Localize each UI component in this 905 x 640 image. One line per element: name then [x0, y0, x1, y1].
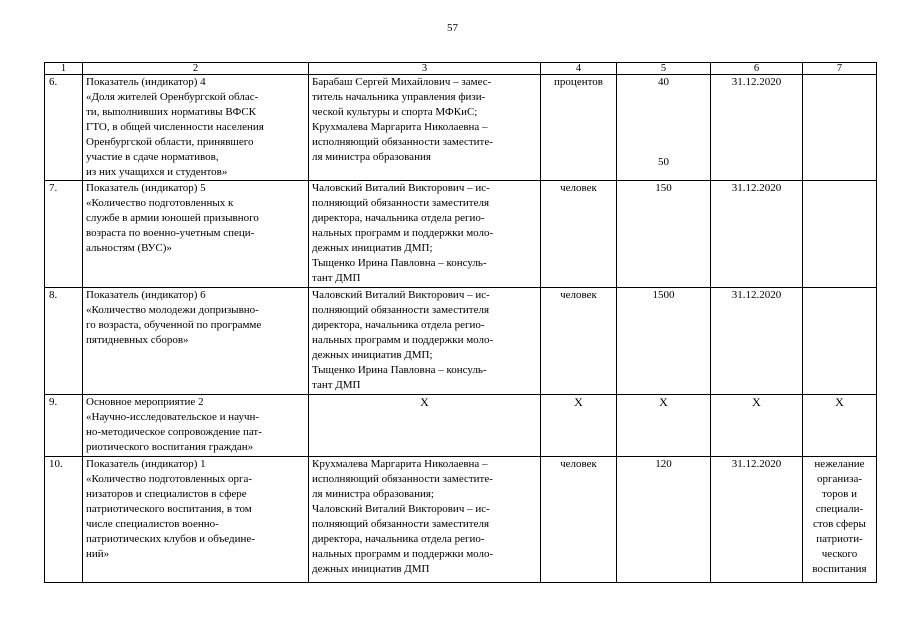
unit-cell: Х — [541, 395, 617, 457]
row-number: 7. — [45, 181, 83, 288]
unit-cell: процентов — [541, 75, 617, 181]
table-row — [45, 457, 877, 583]
reason-cell — [803, 181, 877, 288]
column-header: 7 — [803, 63, 877, 75]
unit-cell: человек — [541, 181, 617, 288]
reason-cell — [803, 75, 877, 181]
value-secondary: 50 — [658, 156, 669, 168]
indicator-name: Показатель (индикатор) 1 «Количество подготовленных орга- низаторов и специалистов в сфере патриотического воспитания, в том числе специалистов военно- патриотических клубов и объедине- ний» — [83, 457, 309, 583]
indicator-name: Показатель (индикатор) 6 «Количество молодежи допризывно- го возраста, обученной по программе пятидневных сборов» — [83, 288, 309, 395]
unit-cell: человек — [541, 288, 617, 395]
table-row — [45, 181, 877, 288]
date-cell: 31.12.2020 — [711, 181, 803, 288]
date-cell: 31.12.2020 — [711, 457, 803, 583]
value-cell: 1500 — [617, 288, 711, 395]
reason-cell: нежелание организа- торов и специали- стов сферы патриоти- ческого воспитания — [803, 457, 877, 583]
column-header: 1 — [45, 63, 83, 75]
column-header: 5 — [617, 63, 711, 75]
indicators-table — [44, 62, 877, 583]
responsible-persons: Чаловский Виталий Викторович – ис- полняющий обязанности заместителя директора, начальника отдела регио- нальных программ и поддержки моло- дежных инициатив ДМП; Тыщенко Ирина Павловна – консуль- тант ДМП — [309, 181, 541, 288]
row-number: 6. — [45, 75, 83, 181]
responsible-persons: Х — [309, 395, 541, 457]
table-row — [45, 288, 877, 395]
reason-cell — [803, 288, 877, 395]
indicator-name: Показатель (индикатор) 5 «Количество подготовленных к службе в армии юношей призывного возраста по военно-учетным специ- альностям (ВУС)» — [83, 181, 309, 288]
value-cell — [617, 75, 711, 181]
value-primary: 40 — [658, 76, 669, 88]
row-number: 8. — [45, 288, 83, 395]
responsible-persons: Крухмалева Маргарита Николаевна – исполняющий обязанности заместите- ля министра образования; Чаловский Виталий Викторович – ис- полняющий обязанности заместителя директора, начальника отдела регио- нальных программ и поддержки моло- дежных инициатив ДМП — [309, 457, 541, 583]
value-cell: Х — [617, 395, 711, 457]
value-cell: 120 — [617, 457, 711, 583]
column-header: 6 — [711, 63, 803, 75]
date-cell: Х — [711, 395, 803, 457]
column-numbers-row — [45, 63, 877, 75]
date-cell: 31.12.2020 — [711, 75, 803, 181]
column-header: 4 — [541, 63, 617, 75]
page-number: 57 — [447, 22, 458, 34]
column-header: 3 — [309, 63, 541, 75]
responsible-persons: Чаловский Виталий Викторович – ис- полняющий обязанности заместителя директора, начальника отдела регио- нальных программ и поддержки моло- дежных инициатив ДМП; Тыщенко Ирина Павловна – консуль- тант ДМП — [309, 288, 541, 395]
indicator-name: Показатель (индикатор) 4 «Доля жителей Оренбургской облас- ти, выполнивших нормативы ВФСК ГТО, в общей численности населения Оренбургской области, принявшего участие в сдаче нормативов, из них учащихся и студентов» — [83, 75, 309, 181]
column-header: 2 — [83, 63, 309, 75]
table-row — [45, 75, 877, 181]
responsible-persons: Барабаш Сергей Михайлович – замес- титель начальника управления физи- ческой культуры и спорта МФКиС; Крухмалева Маргарита Николаевна – исполняющий обязанности заместите- ля министра образования — [309, 75, 541, 181]
value-cell: 150 — [617, 181, 711, 288]
indicator-name: Основное мероприятие 2 «Научно-исследовательское и научн- но-методическое сопровождение пат- риотического воспитания граждан» — [83, 395, 309, 457]
unit-cell: человек — [541, 457, 617, 583]
row-number: 10. — [45, 457, 83, 583]
row-number: 9. — [45, 395, 83, 457]
date-cell: 31.12.2020 — [711, 288, 803, 395]
table-row — [45, 395, 877, 457]
reason-cell: Х — [803, 395, 877, 457]
